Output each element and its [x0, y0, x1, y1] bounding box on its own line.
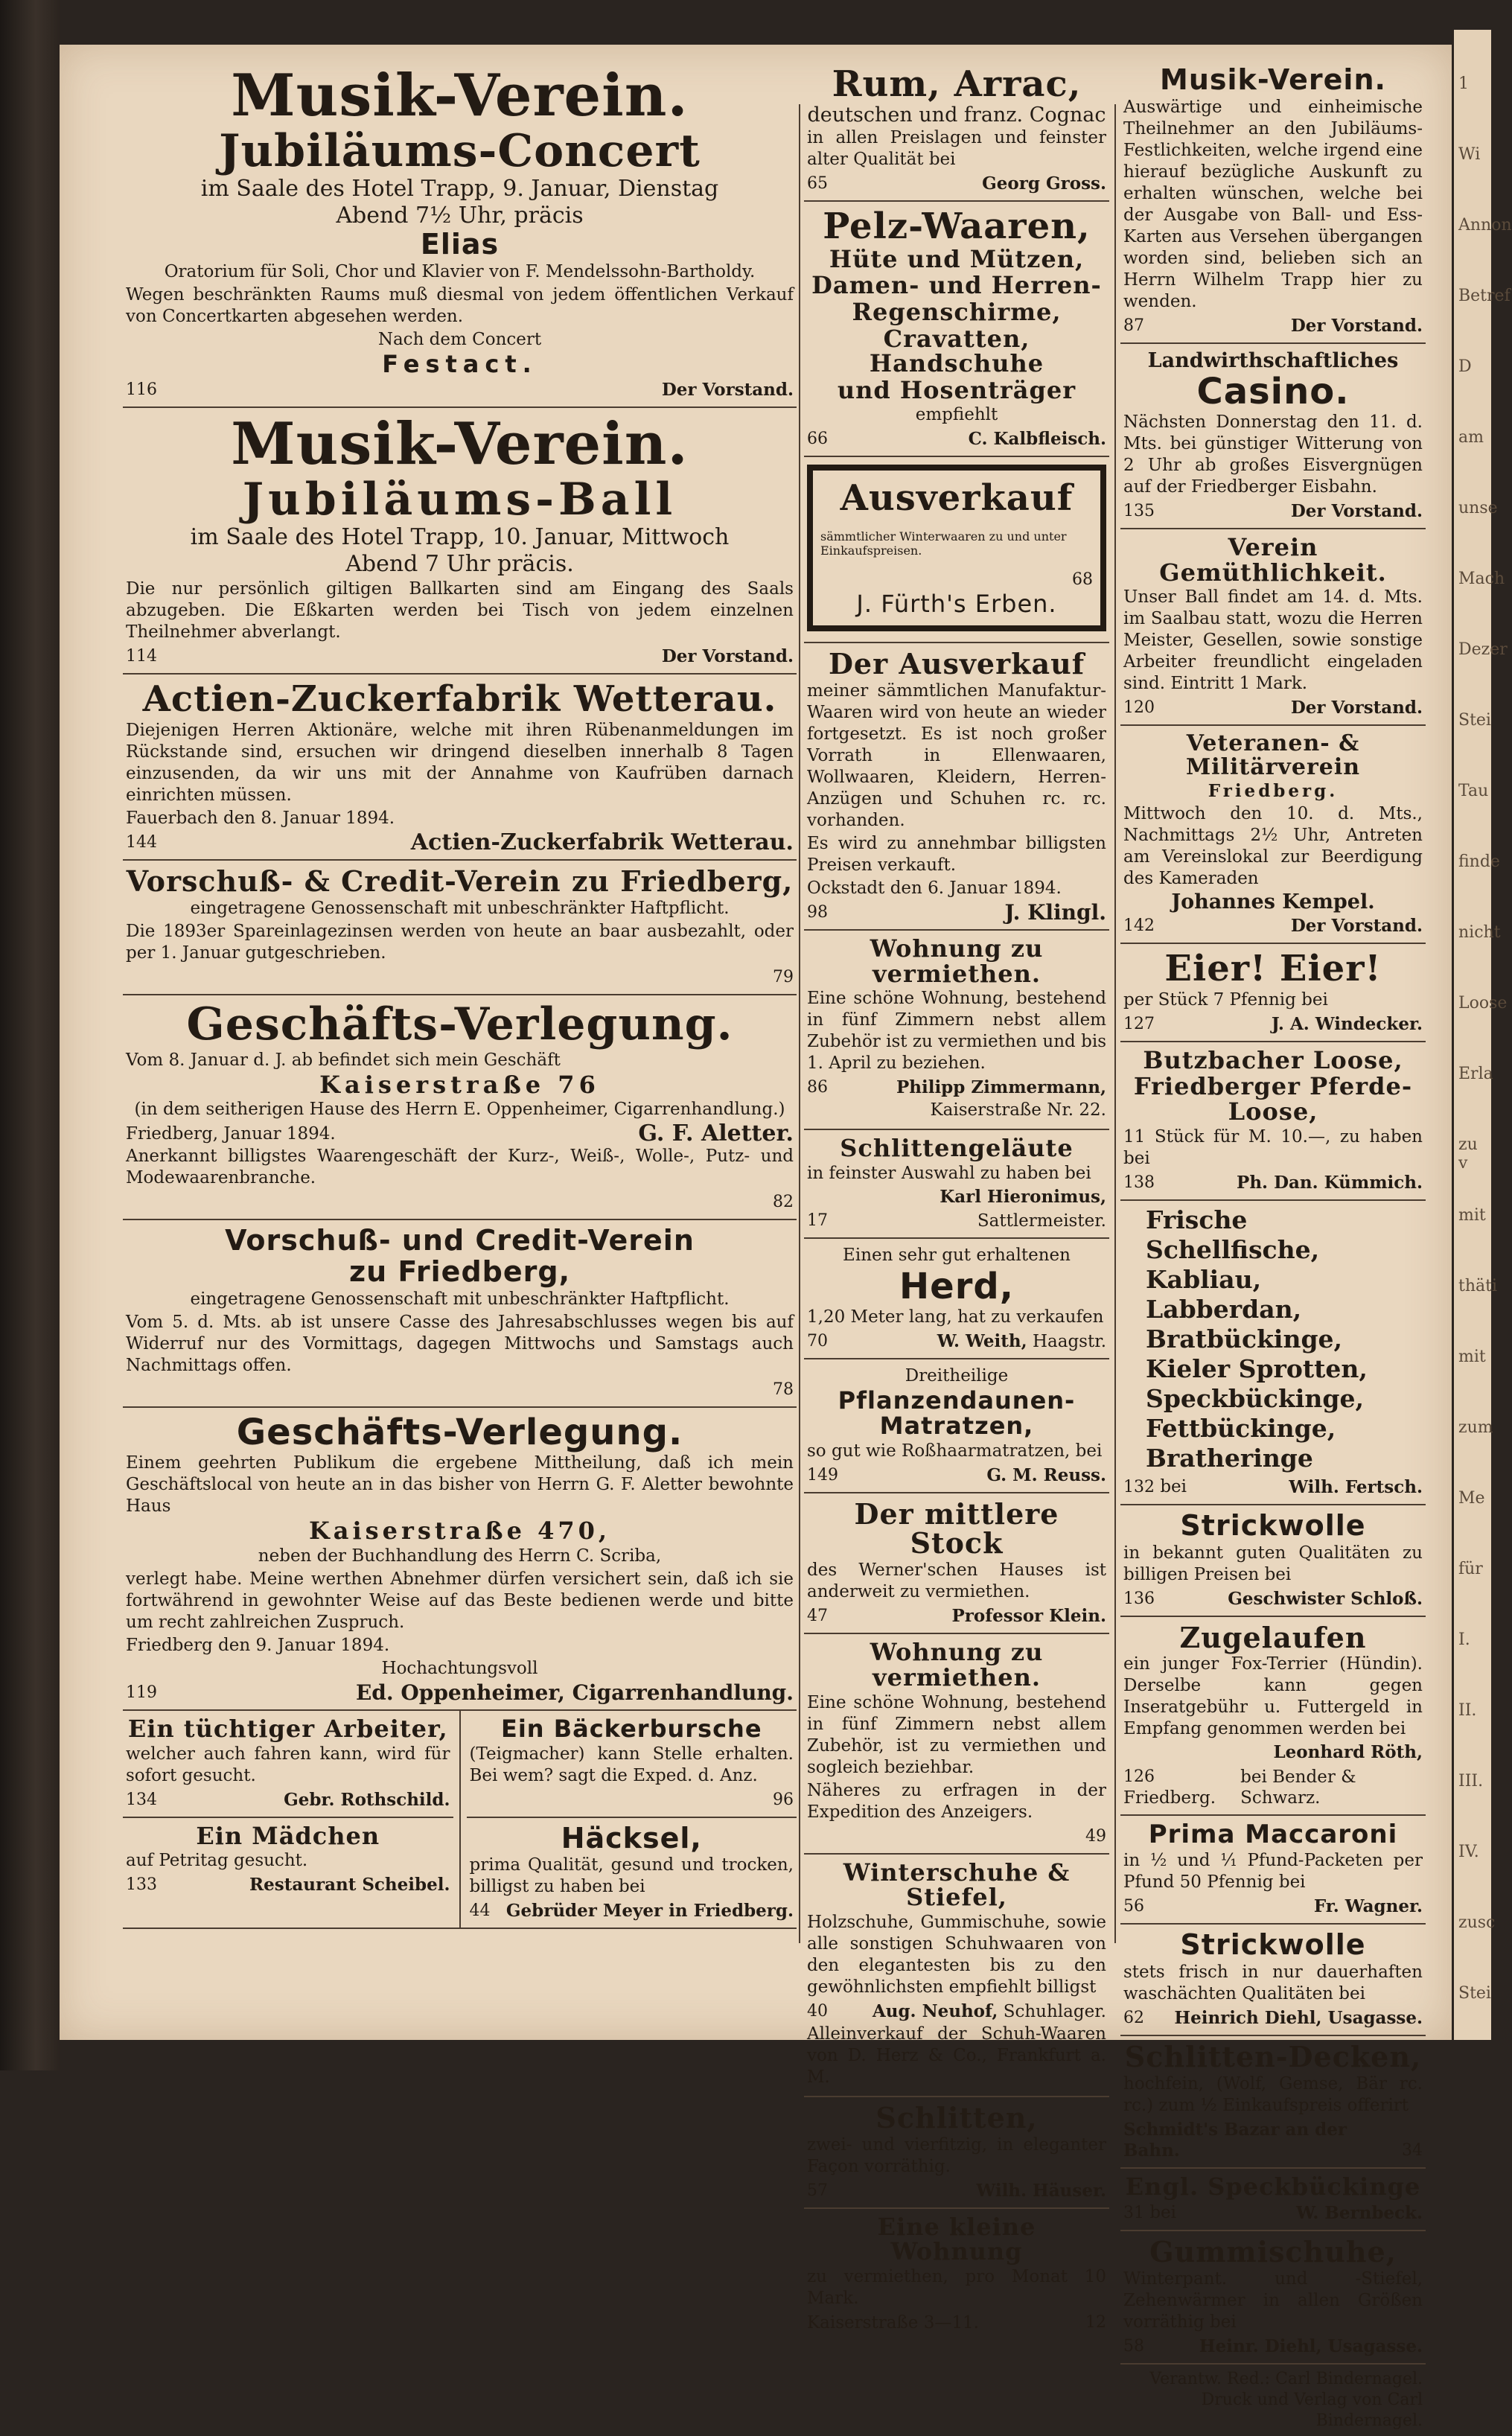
- edge-fragment: mit: [1458, 1206, 1486, 1225]
- ad-gummischuhe: [1120, 2231, 1426, 2365]
- ad-text: Einem geehrten Publikum die ergebene Mittheilung, daß ich mein Geschäftslocal von heute an in das bisher von Herrn G. F. Aletter bewohnte Haus: [126, 1453, 794, 1517]
- edge-fragment: zum: [1458, 1418, 1493, 1437]
- list-item: Bratbückinge,: [1146, 1324, 1343, 1353]
- imprint: [1120, 2365, 1426, 2436]
- ad-signature: Fr. Wagner.: [1313, 1896, 1423, 1917]
- ad-title: Zugelaufen: [1179, 1620, 1367, 1654]
- ad-text: auf Petritag gesucht.: [126, 1851, 308, 1871]
- ad-line: Hüte und Mützen,: [829, 244, 1085, 273]
- edge-fragment: Stei: [1458, 711, 1491, 730]
- ad-musikverein-ball: [123, 408, 797, 675]
- ad-text: (Teigmacher) kann Stelle erhalten. Bei wem? sagt die Exped. d. Anz.: [469, 1744, 794, 1785]
- imprint-publisher: Druck und Verlag von Carl Bindernagel.: [1201, 2391, 1423, 2431]
- ad-number: 149: [807, 1465, 838, 1485]
- ad-title: Ein Bäckerbursche: [500, 1714, 762, 1743]
- ad-text: ein junger Fox-Terrier (Hündin). Derselbe kann gegen Inseratgebühr u. Futtergeld in Empfang genommen werden bei: [1123, 1654, 1423, 1739]
- ad-signature: J. Klingl.: [1004, 900, 1106, 925]
- ad-number: 68: [1072, 570, 1093, 589]
- ad-text: welcher auch fahren kann, wird für sofort gesucht.: [126, 1744, 450, 1785]
- ad-text: Mittwoch den 10. d. Mts., Nachmittags 2½ Uhr, Antreten am Vereinslokal zur Beerdigung des Kameraden: [1123, 804, 1423, 889]
- edge-fragment: Wi: [1458, 145, 1481, 164]
- ad-place-date: Ockstadt den 6. Januar 1894.: [807, 879, 1062, 899]
- ad-place-date: Fauerbach den 8. Januar 1894.: [126, 808, 395, 828]
- ad-festact: Festact.: [382, 349, 538, 378]
- ad-title: Vorschuß- und Credit-Verein: [225, 1224, 695, 1257]
- ad-line: Hochachtungsvoll: [381, 1658, 538, 1678]
- ad-signature: Der Vorstand.: [661, 380, 794, 401]
- ad-title: Friedberger Pferde-Loose,: [1133, 1072, 1413, 1126]
- ad-number: 98: [807, 903, 828, 922]
- edge-fragment: Dezer: [1458, 640, 1508, 659]
- ad-vorschuss-verein-1: [123, 861, 797, 995]
- ad-signature: Actien-Zuckerfabrik Wetterau.: [410, 829, 794, 855]
- ad-title: Eier! Eier!: [1164, 948, 1382, 990]
- ad-line: Abend 7 Uhr präcis.: [345, 551, 574, 578]
- ad-kleine-wohnung: [804, 2209, 1109, 2339]
- ad-musikverein-auskunft: [1120, 60, 1426, 344]
- ad-fische: [1120, 1201, 1426, 1505]
- ad-text: 11 Stück für M. 10.—, zu haben bei: [1123, 1126, 1423, 1168]
- ad-text: Es wird zu annehmbar billigsten Preisen verkauft.: [807, 834, 1106, 876]
- ad-title: Musik-Verein.: [231, 62, 689, 130]
- list-item: Kabliau,: [1146, 1264, 1262, 1294]
- ad-number: 120: [1123, 698, 1155, 718]
- ad-title: Gummischuhe,: [1149, 2235, 1397, 2269]
- ad-title: Strickwolle: [1180, 1508, 1366, 1542]
- ad-title: Musik-Verein.: [231, 410, 689, 479]
- ad-number: 134: [126, 1790, 157, 1809]
- ad-signature: W. Weith,: [937, 1331, 1027, 1352]
- ad-address: Haagstr.: [1032, 1332, 1106, 1352]
- ad-text: Nächsten Donnerstag den 11. d. Mts. bei günstiger Witterung von 2 Uhr ab großes Eisvergnügen auf der Friedberger Eisbahn.: [1123, 412, 1423, 497]
- ad-musikverein-concert: [123, 60, 797, 408]
- edge-fragment: II.: [1458, 1701, 1477, 1720]
- column-rule: [799, 104, 800, 1943]
- ad-title: Wohnung zu vermiethen.: [870, 934, 1044, 988]
- ad-line: Regenschirme,: [852, 297, 1062, 326]
- ad-address: Kaiserstraße 470,: [308, 1517, 611, 1546]
- ad-title: Butzbacher Loose,: [1143, 1045, 1403, 1074]
- ad-strickwolle-2: [1120, 1925, 1426, 2036]
- ad-text: in ½ und ¹⁄₁ Pfund-Packeten per Pfund 50 Pfennig bei: [1123, 1851, 1423, 1893]
- ad-address: Kaiserstraße Nr. 22.: [930, 1100, 1106, 1120]
- ad-signature: Restaurant Scheibel.: [249, 1875, 450, 1895]
- ad-number: 136: [1123, 1589, 1155, 1608]
- ad-number: 114: [126, 647, 157, 666]
- ad-place-date: Friedberg den 9. Januar 1894.: [126, 1635, 390, 1655]
- ad-wohnung-2: [804, 1634, 1109, 1854]
- ad-title: Ein Mädchen: [196, 1821, 380, 1850]
- column-middle: [804, 60, 1109, 2339]
- ad-text: Anerkannt billigstes Waarengeschäft der Kurz-, Weiß-, Wolle-, Putz- und Modewaarenbranche.: [126, 1147, 794, 1188]
- ad-title: Schlittengeläute: [840, 1134, 1074, 1163]
- ad-signature: Heinr. Diehl, Usagasse.: [1199, 2336, 1423, 2357]
- ad-gemuethlichkeit: [1120, 529, 1426, 726]
- ad-text: meiner sämmtlichen Manufaktur-Waaren wird von heute an wieder fortgesetzt. Es ist noch großer Vorrath in Ellenwaaren, Wollwaaren, Kleidern, Herren-Anzügen und Schuhen rc. rc. vorhanden.: [807, 681, 1106, 831]
- ad-desc: Oratorium für Soli, Chor und Klavier von F. Mendelssohn-Bartholdy.: [164, 261, 756, 281]
- ad-title: zu Friedberg,: [348, 1255, 571, 1289]
- ad-line: (in dem seitherigen Hause des Herrn E. Oppenheimer, Cigarrenhandlung.): [134, 1100, 785, 1120]
- ad-title: Actien-Zuckerfabrik Wetterau.: [142, 678, 777, 721]
- ad-text: zwei- und vierfitzig, in eleganter Façon vorräthig.: [807, 2134, 1106, 2176]
- ad-line: Dreitheilige: [905, 1366, 1009, 1386]
- ad-number: 116: [126, 380, 157, 400]
- column-left: [123, 60, 797, 1929]
- ad-line: im Saale des Hotel Trapp, 10. Januar, Mittwoch: [190, 524, 730, 551]
- ad-title: Pflanzendaunen-Matratzen,: [838, 1386, 1076, 1440]
- edge-fragment: Loose: [1458, 994, 1508, 1013]
- ad-loose: [1120, 1042, 1426, 1201]
- ad-text: zu vermiethen, pro Monat 10 Mark.: [807, 2266, 1106, 2308]
- ad-veteranen: [1120, 726, 1426, 944]
- ad-number: 86: [807, 1078, 828, 1097]
- column-right: [1120, 60, 1426, 2436]
- edge-fragment: Me: [1458, 1489, 1485, 1508]
- ad-signature: Der Vorstand.: [1290, 698, 1423, 718]
- ad-address: Kaiserstraße 76: [319, 1070, 600, 1099]
- column-rule: [1114, 104, 1116, 1943]
- ad-signature: Heinrich Diehl, Usagasse.: [1174, 2008, 1423, 2028]
- ad-mittlere-stock: [804, 1493, 1109, 1635]
- ad-number: 82: [773, 1193, 794, 1212]
- ad-name: Leonhard Röth,: [1273, 1742, 1423, 1763]
- ad-address: Schuhlager.: [1003, 2001, 1106, 2021]
- edge-fragment: unse: [1458, 499, 1498, 517]
- ad-signature: Geschwister Schloß.: [1228, 1588, 1423, 1609]
- ad-signature: G. M. Reuss.: [986, 1464, 1106, 1485]
- ad-arbeiter: [123, 1711, 453, 1818]
- fish-list: [1123, 1205, 1423, 1473]
- ad-text: Auswärtige und einheimische Theilnehmer an den Jubiläums-Festlichkeiten, welche irgend eine hierauf bezügliche Auskunft zu erhalten wünschen, welche bei der Ausgabe von Ball- und Ess-Karten aus Versehen übergangen worden sind, belieben sich an Herrn Wilhelm Trapp hier zu wenden.: [1123, 97, 1423, 311]
- ad-casino: [1120, 344, 1426, 529]
- ad-title: Schlitten-Decken,: [1124, 2040, 1422, 2073]
- ad-text: in bekannt guten Qualitäten zu billigen Preisen bei: [1123, 1543, 1423, 1584]
- list-item: Fettbückinge,: [1146, 1413, 1336, 1443]
- edge-fragment: Tau: [1458, 782, 1489, 800]
- edge-fragment: mit: [1458, 1348, 1486, 1366]
- ad-number: 17: [807, 1211, 828, 1230]
- edge-fragment: I.: [1458, 1630, 1470, 1649]
- ad-signature: Der Vorstand.: [1290, 501, 1423, 522]
- ad-number: 57: [807, 2181, 828, 2200]
- ad-number: 142: [1123, 916, 1155, 936]
- ad-geschaefts-verlegung-aletter: [123, 995, 797, 1221]
- ad-line: Nach dem Concert: [377, 329, 542, 349]
- ad-text: Alleinverkauf der Schuh-Waaren von D. Herz & Co., Frankfurt a. M.: [807, 2024, 1106, 2087]
- ad-signature: Schmidt's Bazar an der Bahn.: [1123, 2119, 1347, 2161]
- edge-fragment: Erla: [1458, 1065, 1493, 1083]
- ad-zuckerfabrik: [123, 675, 797, 860]
- ad-title: Verein Gemüthlichkeit.: [1159, 533, 1387, 587]
- ad-number: 96: [773, 1790, 794, 1809]
- ad-number: 78: [773, 1380, 794, 1399]
- ad-subtitle: Jubiläums-Ball: [242, 474, 677, 526]
- ad-geschaefts-verlegung-oppenheimer: [123, 1408, 797, 1711]
- ad-zugelaufen: [1120, 1617, 1426, 1817]
- ad-text: stets frisch in nur dauerhaften waschächten Qualitäten bei: [1123, 1962, 1423, 2003]
- ad-vorschuss-verein-2: [123, 1220, 797, 1408]
- ad-title: Häcksel,: [561, 1821, 702, 1855]
- ad-wohnung-1: [804, 931, 1109, 1130]
- ad-number: 12: [1085, 2312, 1106, 2332]
- ad-name: Johannes Kempel.: [1171, 890, 1375, 914]
- ad-line: Einen sehr gut erhaltenen: [843, 1246, 1071, 1265]
- ad-place-date: Friedberg, Januar 1894.: [126, 1124, 336, 1144]
- ad-ausverkauf-fuerth: [807, 465, 1106, 631]
- ad-strickwolle-1: [1120, 1505, 1426, 1617]
- ad-signature: G. F. Aletter.: [638, 1120, 794, 1147]
- ad-signature: Gebrüder Meyer in Friedberg.: [505, 1901, 794, 1922]
- ad-number: 65: [807, 174, 828, 194]
- ad-signature: Aug. Neuhof,: [872, 2000, 998, 2021]
- ad-number: 44: [469, 1901, 491, 1921]
- ad-signature: Wilh. Häuser.: [976, 2180, 1106, 2201]
- ad-address: Kaiserstraße 3—11.: [807, 2312, 979, 2333]
- ad-text: hochfein, (Wolf, Gemse, Bär rc. rc.) zum ½ Einkaufspreis offerirt: [1123, 2073, 1423, 2115]
- ad-text: Unser Ball findet am 14. d. Mts. im Saalbau statt, wozu die Herren Meister, Gesellen, sowie sonstige Arbeiter freundlicht eingeladen sind. Eintritt 1 Mark.: [1123, 587, 1423, 694]
- ad-signature: Ph. Dan. Kümmich.: [1237, 1172, 1423, 1193]
- ad-title: Prima Maccaroni: [1148, 1820, 1398, 1850]
- ad-number: 47: [807, 1607, 828, 1626]
- ad-der-ausverkauf: [804, 642, 1109, 931]
- ad-line: Landwirthschaftliches: [1147, 348, 1399, 372]
- ad-number: 56: [1123, 1897, 1144, 1916]
- ad-signature: Philipp Zimmermann,: [896, 1077, 1106, 1098]
- ad-number: 126: [1123, 1767, 1155, 1787]
- ad-text: Winterpant. und -Stiefel, Zehenwärmer in allen Größen vorräthig bei: [1123, 2269, 1423, 2333]
- ad-title: Rum, Arrac,: [832, 63, 1082, 105]
- ad-schlitten: [804, 2097, 1109, 2209]
- ad-number: 144: [126, 832, 157, 852]
- ad-signature: Ed. Oppenheimer, Cigarrenhandlung.: [355, 1680, 794, 1705]
- ad-title: Ausverkauf: [840, 477, 1074, 520]
- list-item: Bratheringe: [1146, 1443, 1313, 1473]
- ad-title: Winterschuhe & Stiefel,: [843, 1858, 1071, 1912]
- ad-text: Diejenigen Herren Aktionäre, welche mit ihren Rübenanmeldungen im Rückstande sind, ersuchen wir dringend dieselben innerhalb 8 Tagen einzusenden, da wir uns mit der Annahme von Kaufrüben darnach einrichten müssen.: [126, 720, 794, 805]
- ad-title: Der Ausverkauf: [828, 647, 1085, 681]
- edge-fragment: Annon: [1458, 216, 1512, 235]
- ad-number: 132: [1123, 1477, 1155, 1496]
- list-item: Frische Schellfische,: [1146, 1205, 1320, 1264]
- ad-rum-arrac: [804, 60, 1109, 202]
- ad-text: Eine schöne Wohnung, bestehend in fünf Zimmern nebst allem Zubehör, ist zu vermiethen und sogleich beziehbar.: [807, 1692, 1106, 1777]
- ad-text: Die 1893er Spareinlagezinsen werden von heute an baar ausbezahlt, oder per 1. Januar gutgeschrieben.: [126, 921, 794, 963]
- book-binding: [0, 0, 60, 2070]
- ad-line: Cravatten, Handschuhe: [869, 324, 1044, 378]
- ad-number: 119: [126, 1683, 157, 1702]
- edge-fragment: am: [1458, 428, 1484, 447]
- ad-title: Geschäfts-Verlegung.: [186, 998, 733, 1050]
- ad-number: 58: [1123, 2337, 1144, 2356]
- ad-subtitle: eingetragene Genossenschaft mit unbeschränkter Haftpflicht.: [190, 1289, 730, 1309]
- ad-line: im Saale des Hotel Trapp, 9. Januar, Dienstag: [200, 175, 719, 202]
- ad-text: prima Qualität, gesund und trocken, billigst zu haben bei: [469, 1855, 794, 1897]
- ad-herd: [804, 1239, 1109, 1359]
- ad-signature: Gebr. Rothschild.: [284, 1789, 450, 1810]
- imprint-editor: Verantw. Red.: Carl Bindernagel.: [1149, 2370, 1423, 2389]
- ad-maedchen: [123, 1818, 453, 1902]
- ad-signature: Georg Gross.: [982, 173, 1106, 194]
- edge-fragment: thäti: [1458, 1277, 1498, 1295]
- ad-text: 1,20 Meter lang, hat zu verkaufen: [807, 1307, 1104, 1327]
- ad-text: Näheres zu erfragen in der Expedition des Anzeigers.: [807, 1780, 1106, 1822]
- edge-fragment: IV.: [1458, 1843, 1479, 1861]
- edge-fragment: Betref: [1458, 287, 1511, 305]
- list-item: Speckbückinge,: [1146, 1383, 1364, 1413]
- ad-subtitle: Friedberg.: [1208, 781, 1339, 802]
- ad-address: Sattlermeister.: [977, 1211, 1106, 1231]
- ad-signature: Der Vorstand.: [661, 646, 794, 667]
- ad-text: in feinster Auswahl zu haben bei: [807, 1164, 1091, 1183]
- next-page-edge: [1452, 30, 1512, 2040]
- ad-eier: [1120, 944, 1426, 1042]
- edge-fragment: nicht: [1458, 923, 1501, 942]
- edge-fragment: III.: [1458, 1772, 1484, 1791]
- ad-signature: Wilh. Fertsch.: [1289, 1476, 1423, 1497]
- ad-number: 40: [807, 2001, 828, 2021]
- edge-fragment: Stei: [1458, 1984, 1491, 2003]
- ad-text: Eine schöne Wohnung, bestehend in fünf Zimmern nebst allem Zubehör ist zu vermiethen und bis 1. April zu beziehen.: [807, 989, 1106, 1074]
- ad-signature: W. Bernbeck.: [1296, 2203, 1423, 2224]
- ad-subtitle: Jubiläums-Concert: [219, 124, 701, 177]
- ad-signature: Der Vorstand.: [1290, 916, 1423, 937]
- list-item: Kieler Sprotten,: [1146, 1353, 1368, 1383]
- ad-signature: J. Fürth's Erben.: [856, 589, 1057, 618]
- ad-text: Wegen beschränkten Raums muß diesmal von jedem öffentlichen Verkauf von Concertkarten abgesehen werden.: [126, 284, 794, 326]
- ad-signature: C. Kalbfleisch.: [968, 429, 1106, 450]
- ad-number: 133: [126, 1875, 157, 1895]
- ad-number: 49: [1085, 1826, 1106, 1846]
- ad-speckbueckinge: [1120, 2169, 1426, 2232]
- ad-title: Veteranen- & Militärverein: [1185, 730, 1361, 780]
- ad-text: Die nur persönlich giltigen Ballkarten sind am Eingang des Saals abzugeben. Die Eßkarten werden bei Tisch von jedem einzelnen Theilnehmer abverlangt.: [126, 579, 794, 643]
- ad-number: 34: [1402, 2140, 1423, 2160]
- ad-work-title: Elias: [420, 227, 500, 261]
- ad-signature: J. A. Windecker.: [1271, 1013, 1423, 1034]
- ad-number: 31: [1123, 2204, 1144, 2223]
- ad-number: 79: [773, 967, 794, 986]
- ad-number: 66: [807, 430, 828, 449]
- edge-fragment: 1: [1458, 74, 1469, 93]
- ad-number: 127: [1123, 1014, 1155, 1033]
- edge-fragment: D: [1458, 357, 1472, 376]
- edge-fragment: für: [1458, 1560, 1483, 1578]
- ad-line: Damen- und Herren-: [811, 271, 1102, 300]
- edge-fragment: finde: [1458, 852, 1500, 871]
- edge-fragment: zusc: [1458, 1913, 1496, 1932]
- ad-winterschuhe: [804, 1855, 1109, 2097]
- ad-place-date: Friedberg.: [1123, 1788, 1216, 1808]
- ad-title: Pelz-Waaren,: [823, 205, 1091, 248]
- ad-schlitten-decken: [1120, 2036, 1426, 2169]
- ad-text: des Werner'schen Hauses ist anderweit zu vermiethen.: [807, 1560, 1106, 1602]
- ad-signature: Der Vorstand.: [1290, 315, 1423, 336]
- ad-text: verlegt habe. Meine werthen Abnehmer dürfen versichert sein, daß ich sie fortwährend in gewohnter Weise auf das Beste bedienen werde und bitte um recht zahlreichen Zuspruch.: [126, 1569, 794, 1632]
- list-item: Labberdan,: [1146, 1294, 1302, 1324]
- ad-text: Holzschuhe, Gummischuhe, sowie alle sonstigen Schuhwaaren von den elegantesten bis zu den gewöhnlichsten empfiehlt billigst: [807, 1912, 1106, 1997]
- ad-line: Vom 8. Januar d. J. ab befindet sich mein Geschäft: [126, 1050, 561, 1070]
- ad-title: Herd,: [899, 1266, 1014, 1307]
- edge-fragment: zu v: [1458, 1135, 1478, 1173]
- ad-title: Schlitten,: [875, 2100, 1038, 2134]
- ad-text: per Stück 7 Pfennig bei: [1123, 989, 1328, 1010]
- ad-matratzen: [804, 1359, 1109, 1493]
- ad-number: 138: [1123, 1173, 1155, 1192]
- ad-number: 135: [1123, 502, 1155, 521]
- ad-title: Engl. Speckbückinge: [1125, 2172, 1421, 2201]
- ad-title: Eine kleine Wohnung: [877, 2212, 1036, 2266]
- ad-line: Abend 7½ Uhr, präcis: [336, 202, 584, 229]
- ad-title: Ein tüchtiger Arbeiter,: [127, 1714, 448, 1743]
- ad-line: deutschen und franz. Cognac: [807, 103, 1106, 127]
- ad-text: so gut wie Roßhaarmatratzen, bei: [807, 1441, 1103, 1461]
- ad-baeckerbursche: [467, 1711, 797, 1818]
- ad-haecksel: [467, 1818, 797, 1928]
- ad-number: 87: [1123, 316, 1144, 335]
- ad-signature: Karl Hieronimus,: [940, 1187, 1106, 1207]
- ad-pelzwaaren: [804, 202, 1109, 457]
- ad-text: Vom 5. d. Mts. ab ist unsere Casse des Jahresabschlusses wegen bis auf Widerruf nur des Vormittags, dagegen Mittwochs und Samstags auch Nachmittags offen.: [126, 1312, 794, 1375]
- ad-title: Vorschuß- & Credit-Verein zu Friedberg,: [126, 864, 794, 898]
- ad-maccaroni: [1120, 1816, 1426, 1925]
- ad-title: Wohnung zu vermiethen.: [870, 1638, 1044, 1692]
- ad-address: bei Bender & Schwarz.: [1240, 1767, 1356, 1808]
- ad-signature: Professor Klein.: [951, 1606, 1106, 1627]
- ad-line: neben der Buchhandlung des Herrn C. Scriba,: [258, 1546, 662, 1566]
- ad-title: Casino.: [1196, 370, 1350, 412]
- ad-title: Geschäfts-Verlegung.: [236, 1411, 683, 1453]
- ad-schlittengelaeute: [804, 1130, 1109, 1239]
- ad-number: 70: [807, 1332, 828, 1351]
- edge-fragment: Mach: [1458, 570, 1505, 588]
- ad-subtitle: eingetragene Genossenschaft mit unbeschränkter Haftpflicht.: [190, 898, 730, 918]
- ad-text: sämmtlicher Winterwaaren zu und unter Einkaufspreisen.: [820, 529, 1067, 558]
- ad-title: Der mittlere Stock: [854, 1496, 1059, 1560]
- ad-number: 62: [1123, 2009, 1144, 2027]
- ad-line: bei: [1160, 1476, 1187, 1496]
- ad-title: Strickwolle: [1180, 1928, 1366, 1962]
- ad-text: empfiehlt: [915, 405, 998, 425]
- ad-line: bei: [1149, 2203, 1177, 2223]
- ad-title: Musik-Verein.: [1160, 63, 1386, 96]
- ad-line: und Hosenträger: [837, 375, 1076, 404]
- ad-text: in allen Preislagen und feinster alter Qualität bei: [807, 128, 1106, 170]
